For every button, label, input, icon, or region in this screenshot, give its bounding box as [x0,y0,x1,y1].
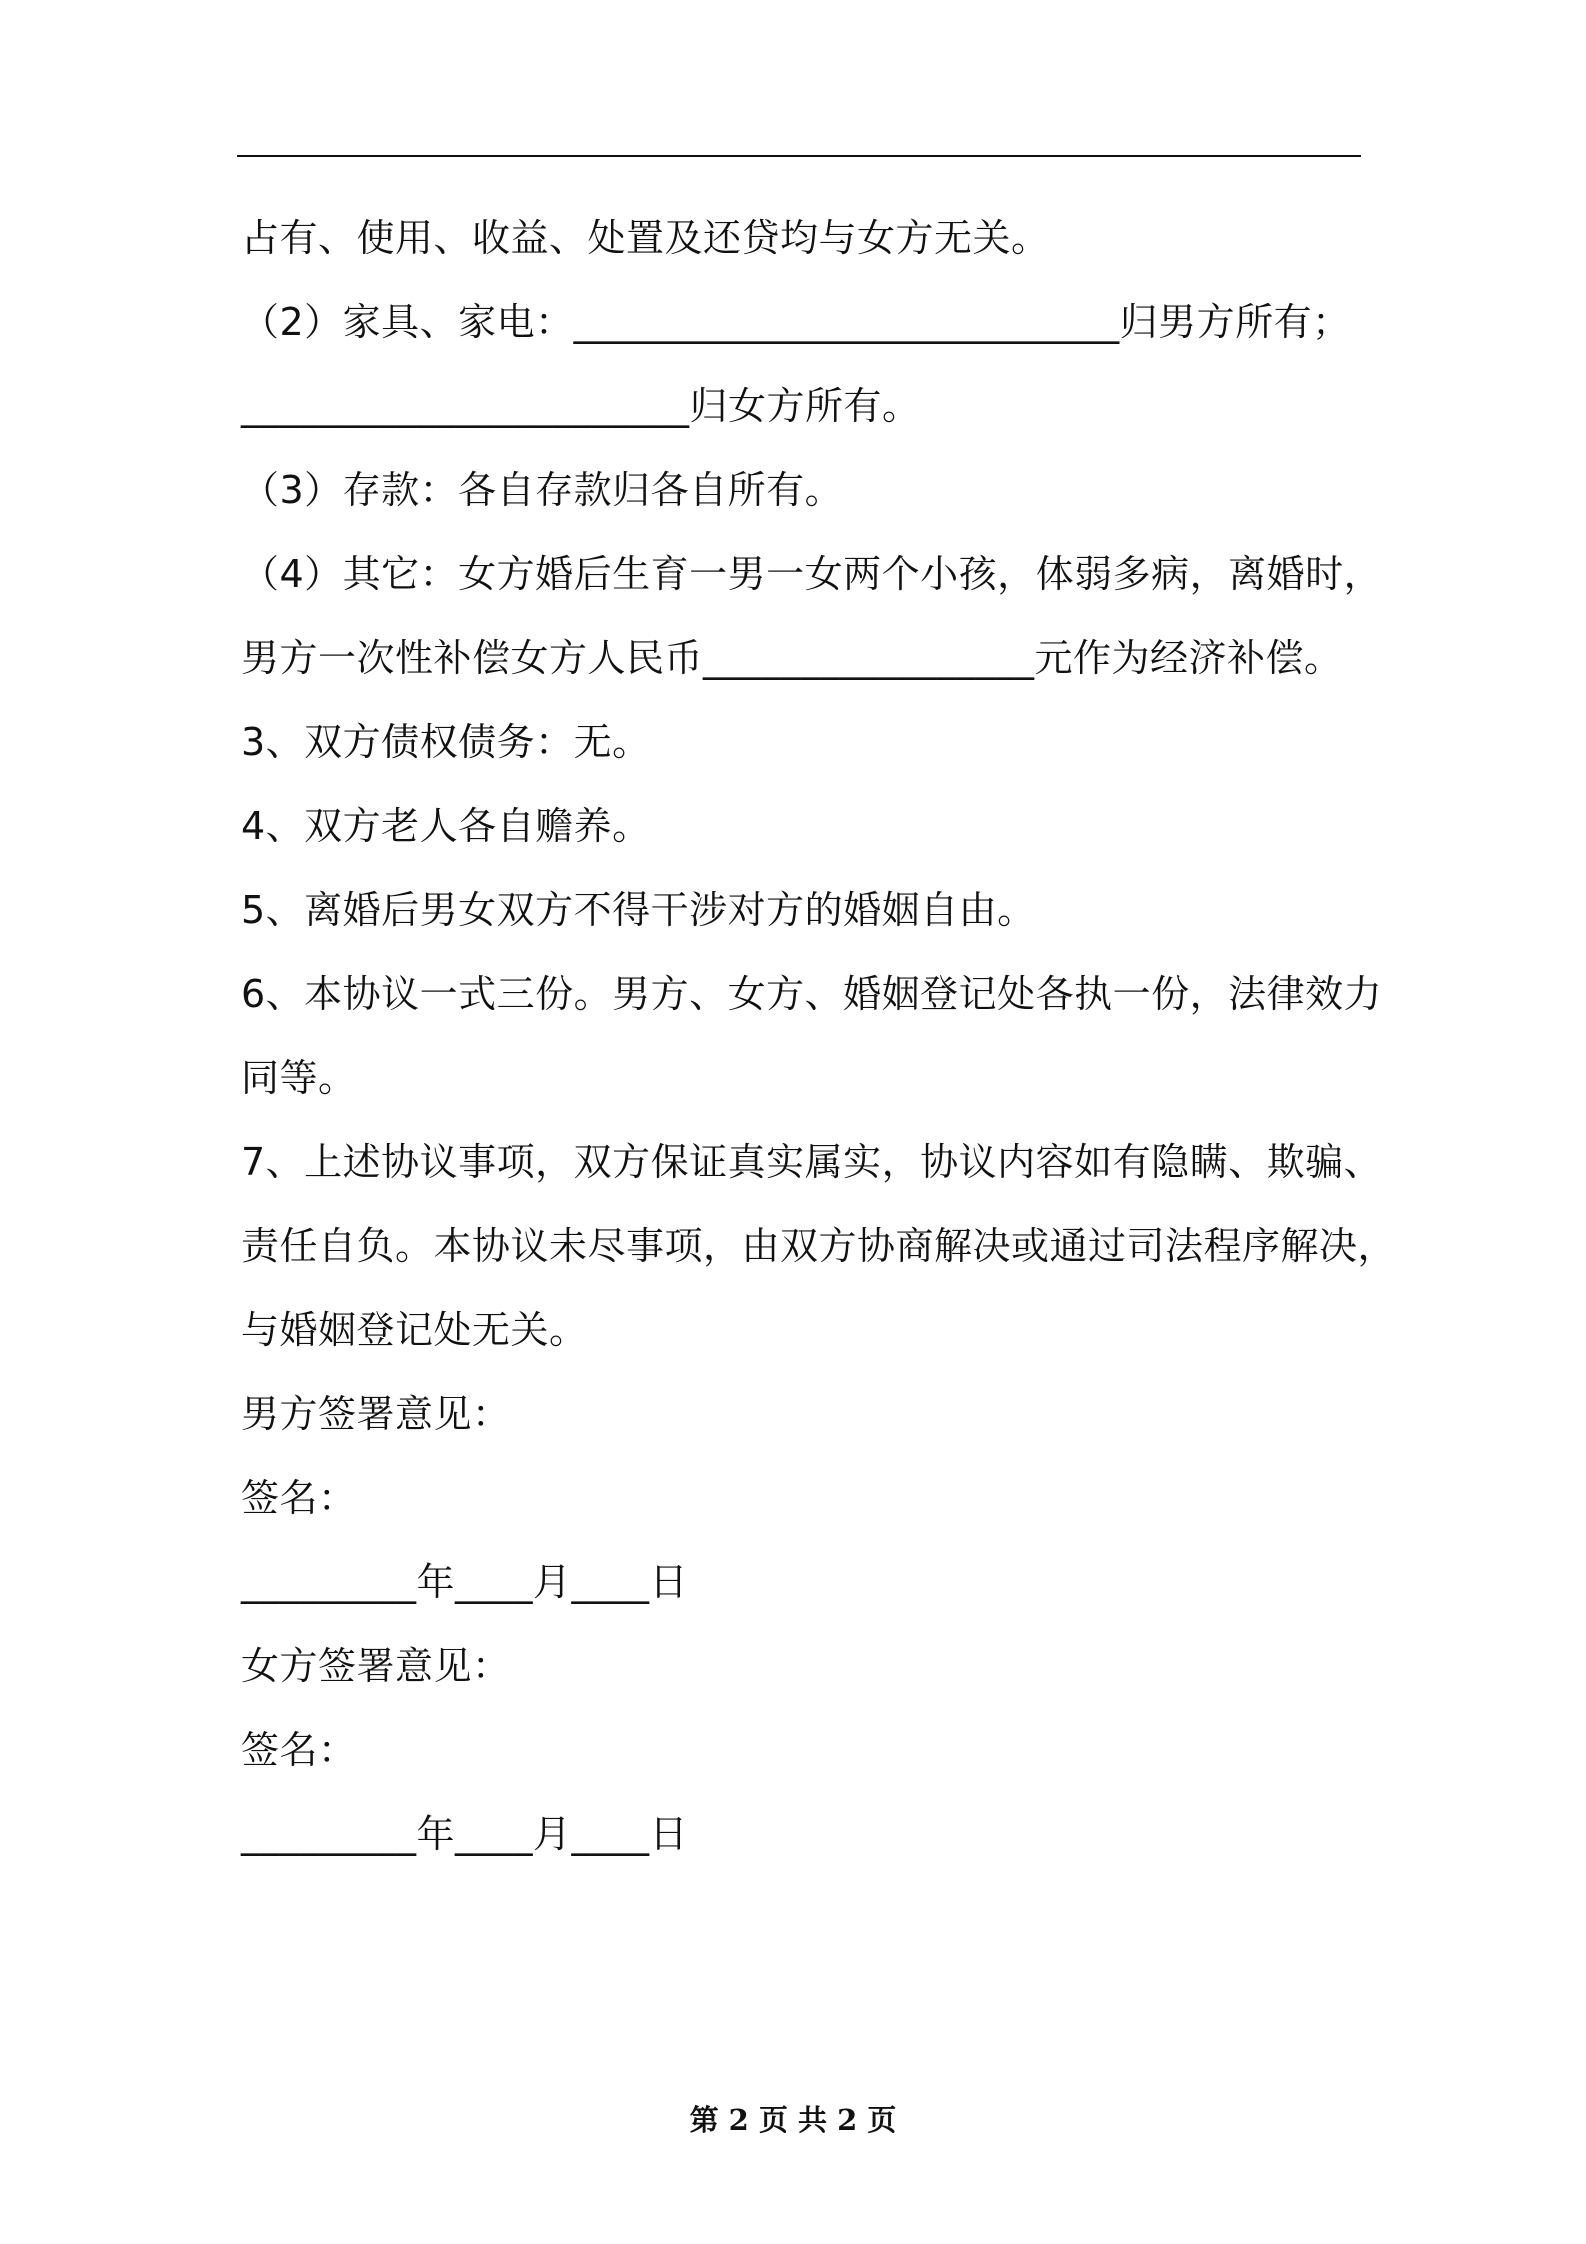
male-signature-date: _________年____月____日 [241,1560,689,1604]
text-line: _______________________归女方所有。 [241,384,921,428]
text-line: （2）家具、家电：____________________________归男方所有； [241,300,1351,344]
female-signature-date: _________年____月____日 [241,1812,689,1856]
text-line: 6、本协议一式三份。男方、女方、婚姻登记处各执一份，法律效力 [241,972,1383,1016]
text-line: 同等。 [241,1056,357,1100]
text-line: 7、上述协议事项，双方保证真实属实，协议内容如有隐瞒、欺骗、 [241,1140,1383,1184]
text-line: 责任自负。本协议未尽事项，由双方协商解决或通过司法程序解决， [241,1224,1397,1268]
text-line: （4）其它：女方婚后生育一男一女两个小孩，体弱多病，离婚时， [241,552,1383,596]
male-signature-opinion: 男方签署意见： [241,1392,511,1436]
page-number: 第 2 页 共 2 页 [689,2103,897,2137]
text-line: 与婚姻登记处无关。 [241,1308,588,1352]
text-line: （3）存款：各自存款归各自所有。 [241,468,844,512]
agreement-body [241,196,1397,1876]
text-line: 4、双方老人各自赡养。 [241,804,651,848]
header-rule [237,155,1361,157]
text-line: 5、离婚后男女双方不得干涉对方的婚姻自由。 [241,888,1036,932]
male-signature-name: 签名： [241,1476,357,1520]
female-signature-name: 签名： [241,1728,357,1772]
text-line: 3、双方债权债务：无。 [241,720,651,764]
text-line: 占有、使用、收益、处置及还贷均与女方无关。 [241,216,1050,260]
text-line: 男方一次性补偿女方人民币_________________元作为经济补偿。 [241,636,1343,680]
female-signature-opinion: 女方签署意见： [241,1644,511,1688]
